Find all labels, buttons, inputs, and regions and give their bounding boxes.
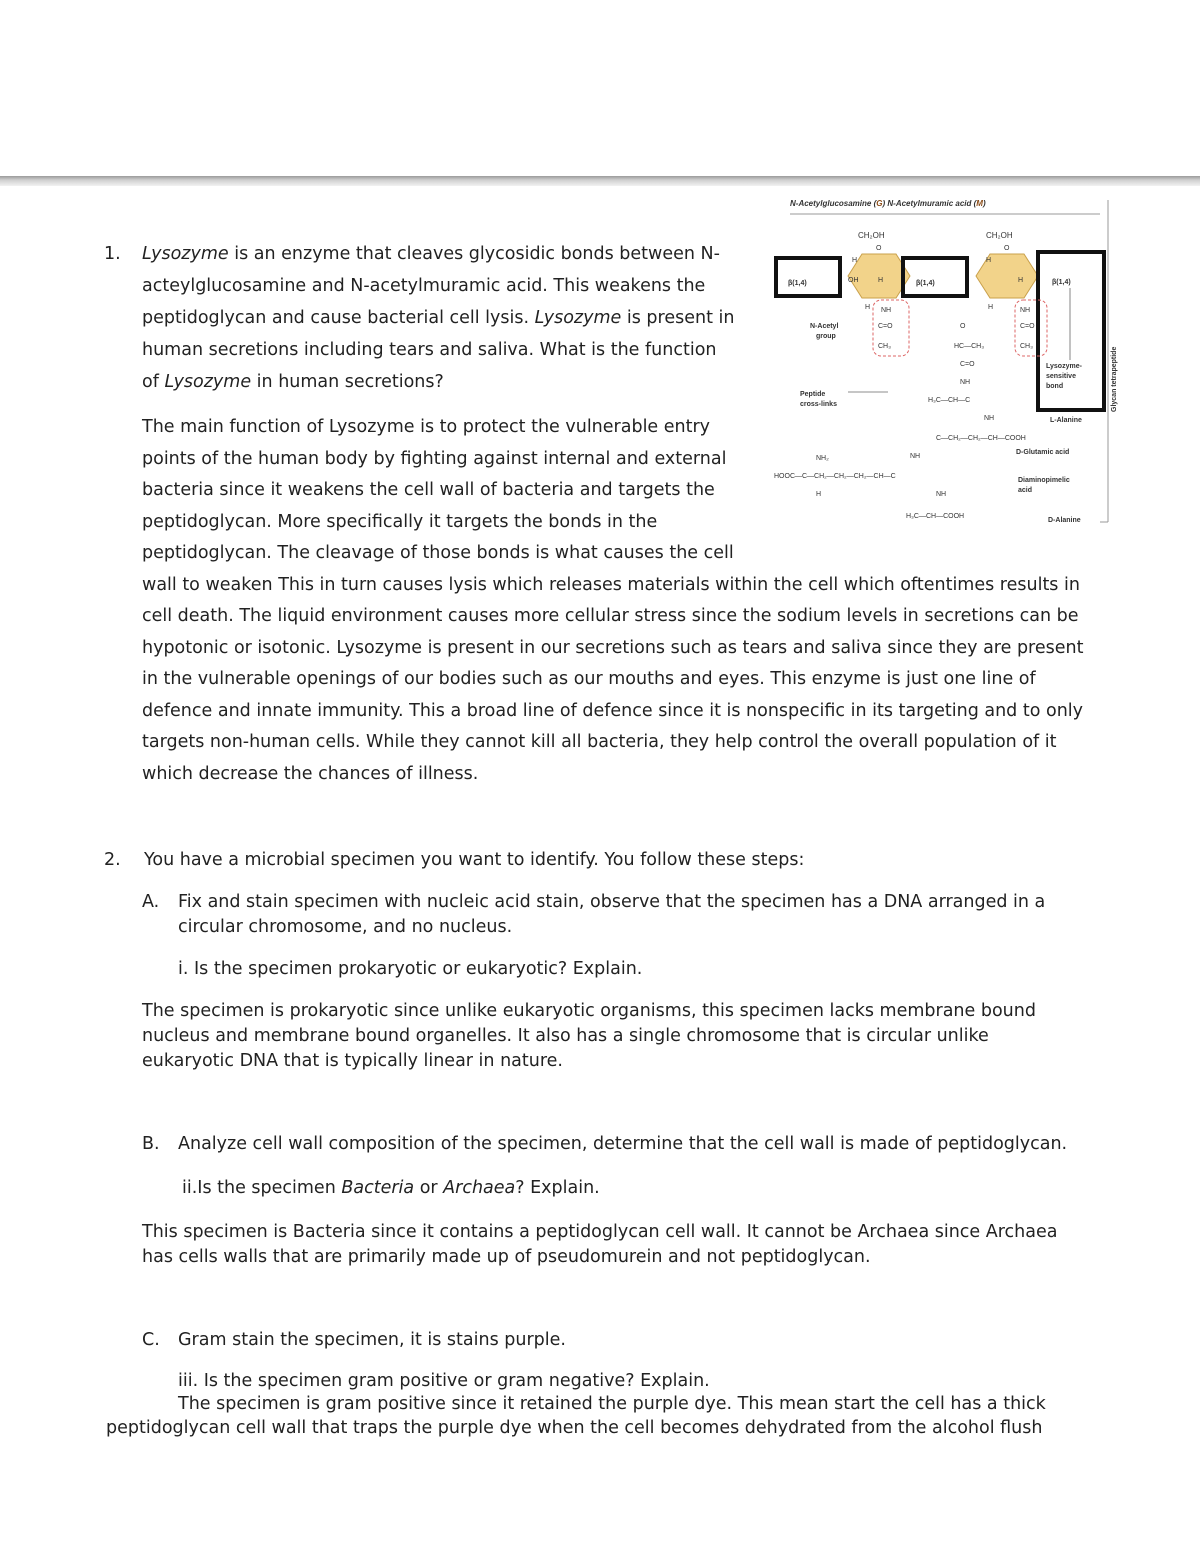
svg-text:cross-links: cross-links xyxy=(800,401,837,408)
svg-text:H: H xyxy=(986,257,992,264)
svg-text:NH: NH xyxy=(910,453,921,460)
svg-text:β(1,4): β(1,4) xyxy=(1052,279,1071,286)
answer-line: targets non-human cells. While they cannot kill all bacteria, they help control the overall population of it xyxy=(142,732,1057,752)
svg-text:Peptide: Peptide xyxy=(800,391,826,398)
step-c-text: Gram stain the specimen, it is stains purple. xyxy=(178,1330,566,1350)
svg-text:OH: OH xyxy=(848,277,859,284)
svg-text:H: H xyxy=(865,304,871,311)
svg-text:O: O xyxy=(960,323,966,330)
svg-text:D-Glutamic acid: D-Glutamic acid xyxy=(1016,449,1070,456)
question-1-line-4: human secretions including tears and saliva. What is the function xyxy=(142,340,717,360)
svg-text:C=O: C=O xyxy=(960,361,975,368)
question-2-number: 2. xyxy=(104,850,121,870)
svg-text:H: H xyxy=(1018,277,1024,284)
svg-text:O: O xyxy=(1004,245,1010,252)
ch2oh-label-2: CH₂OH xyxy=(986,231,1013,240)
answer-line: in the vulnerable openings of our bodies such as our mouths and eyes. This enzyme is just one line of xyxy=(142,669,1036,689)
answer-line: points of the human body by fighting against internal and external xyxy=(142,448,727,469)
answer-line: defence and innate immunity. This a broad line of defence since it is nonspecific in its targeting and to only xyxy=(142,700,1084,721)
svg-text:C—CH₂—CH₂—CH—COOH: C—CH₂—CH₂—CH—COOH xyxy=(936,435,1026,442)
question-1-line-3: peptidoglycan and cause bacterial cell lysis. Lysozyme is present in xyxy=(142,308,735,328)
svg-text:bond: bond xyxy=(1046,383,1064,390)
svg-text:NH: NH xyxy=(936,491,947,498)
page-header-divider xyxy=(0,176,1200,186)
svg-text:H₃C—CH—C: H₃C—CH—C xyxy=(928,397,971,404)
question-2-i-answer: The specimen is prokaryotic since unlike eukaryotic organisms, this specimen lacks membrane bound nucleus and membrane bound organelles. It also has a single chromosome that is circular unlike eukaryotic DNA that is typically linear in nature. xyxy=(142,1001,1036,1071)
svg-text:C=O: C=O xyxy=(1020,323,1035,330)
svg-text:D-Alanine: D-Alanine xyxy=(1048,517,1081,524)
answer-line: peptidoglycan. More specifically it targets the bonds in the xyxy=(142,511,658,532)
question-2-ii: ii.Is the specimen Bacteria or Archaea? Explain. xyxy=(182,1178,600,1198)
step-c-label: C. xyxy=(142,1330,160,1350)
svg-text:NH: NH xyxy=(984,415,995,422)
nag-sugar-ring xyxy=(848,254,910,298)
svg-text:β(1,4): β(1,4) xyxy=(916,280,935,287)
answer-line: which decrease the chances of illness. xyxy=(142,763,479,784)
step-a-text: Fix and stain specimen with nucleic acid stain, observe that the specimen has a DNA arranged in a circular chromosome, and no nucleus. xyxy=(178,892,1046,937)
svg-text:sensitive: sensitive xyxy=(1046,373,1076,380)
svg-text:NH: NH xyxy=(881,307,892,314)
question-2-i: i. Is the specimen prokaryotic or eukaryotic? Explain. xyxy=(178,959,643,979)
beta-bond-box-1 xyxy=(776,258,840,296)
svg-text:H: H xyxy=(852,257,858,264)
question-1-line-1: Lysozyme is an enzyme that cleaves glycosidic bonds between N- xyxy=(142,244,720,264)
ch2oh-label-1: CH₂OH xyxy=(858,231,885,240)
step-a-label: A. xyxy=(142,892,160,912)
svg-text:C=O: C=O xyxy=(878,323,893,330)
svg-text:Diaminopimelic: Diaminopimelic xyxy=(1018,477,1070,484)
question-2-stem: You have a microbial specimen you want to identify. You follow these steps: xyxy=(144,850,805,870)
svg-text:O: O xyxy=(876,245,882,252)
svg-text:L-Alanine: L-Alanine xyxy=(1050,417,1082,424)
svg-text:HOOC—C—CH₂—CH₂—CH₂—CH—C: HOOC—C—CH₂—CH₂—CH₂—CH—C xyxy=(774,473,896,480)
svg-text:NH: NH xyxy=(960,379,971,386)
svg-text:group: group xyxy=(816,333,836,340)
svg-text:Glycan tetrapeptide: Glycan tetrapeptide xyxy=(1111,346,1118,412)
answer-line: hypotonic or isotonic. Lysozyme is present in our secretions such as tears and saliva since they are present xyxy=(142,637,1084,658)
question-2-iii-answer-line-1: The specimen is gram positive since it retained the purple dye. This mean start the cell has a thick xyxy=(178,1394,1046,1414)
answer-line: wall to weaken This in turn causes lysis which releases materials within the cell which oftentimes results in xyxy=(142,574,1080,595)
svg-text:H: H xyxy=(816,491,822,498)
answer-line: The main function of Lysozyme is to protect the vulnerable entry xyxy=(142,417,711,437)
svg-text:Lysozyme-: Lysozyme- xyxy=(1046,363,1082,370)
question-1-number: 1. xyxy=(104,244,121,264)
svg-text:acid: acid xyxy=(1018,487,1033,494)
svg-text:CH₃: CH₃ xyxy=(1020,343,1033,350)
svg-text:H₃C—CH—COOH: H₃C—CH—COOH xyxy=(906,513,965,520)
question-2-ii-answer: This specimen is Bacteria since it contains a peptidoglycan cell wall. It cannot be Archaea since Archaea has cells walls that are primarily made up of pseudomurein and not peptidoglycan. xyxy=(142,1222,1058,1267)
svg-text:N-Acetyl: N-Acetyl xyxy=(810,323,839,330)
svg-text:NH₂: NH₂ xyxy=(816,455,829,462)
step-b-label: B. xyxy=(142,1134,160,1154)
question-2-iii: iii. Is the specimen gram positive or gram negative? Explain. xyxy=(178,1371,710,1391)
svg-text:N-Acetylglucosamine (G) N-Acet: N-Acetylglucosamine (G) N-Acetylmuramic acid (M) xyxy=(790,199,986,208)
svg-text:NH: NH xyxy=(1020,307,1031,314)
svg-text:H: H xyxy=(878,277,884,284)
beta-bond-box-2 xyxy=(903,258,967,296)
svg-text:H: H xyxy=(988,304,994,311)
question-2-iii-answer-line-2: peptidoglycan cell wall that traps the purple dye when the cell becomes dehydrated from the alcohol flush xyxy=(106,1418,1043,1438)
question-1-line-2: acteylglucosamine and N-acetylmuramic acid. This weakens the xyxy=(142,276,706,296)
peptidoglycan-structure-diagram xyxy=(770,192,1120,537)
svg-text:HC—CH₃: HC—CH₃ xyxy=(954,343,985,350)
question-1-line-5: of Lysozyme in human secretions? xyxy=(142,372,444,392)
answer-line: cell death. The liquid environment causes more cellular stress since the sodium levels in secretions can be xyxy=(142,606,1079,626)
answer-line: bacteria since it weakens the cell wall of bacteria and targets the xyxy=(142,480,715,500)
answer-line: peptidoglycan. The cleavage of those bonds is what causes the cell xyxy=(142,543,734,563)
question-1-prompt xyxy=(142,238,762,398)
step-b-text: Analyze cell wall composition of the specimen, determine that the cell wall is made of peptidoglycan. xyxy=(178,1134,1068,1154)
svg-text:CH₃: CH₃ xyxy=(878,343,891,350)
svg-text:β(1,4): β(1,4) xyxy=(788,280,807,287)
